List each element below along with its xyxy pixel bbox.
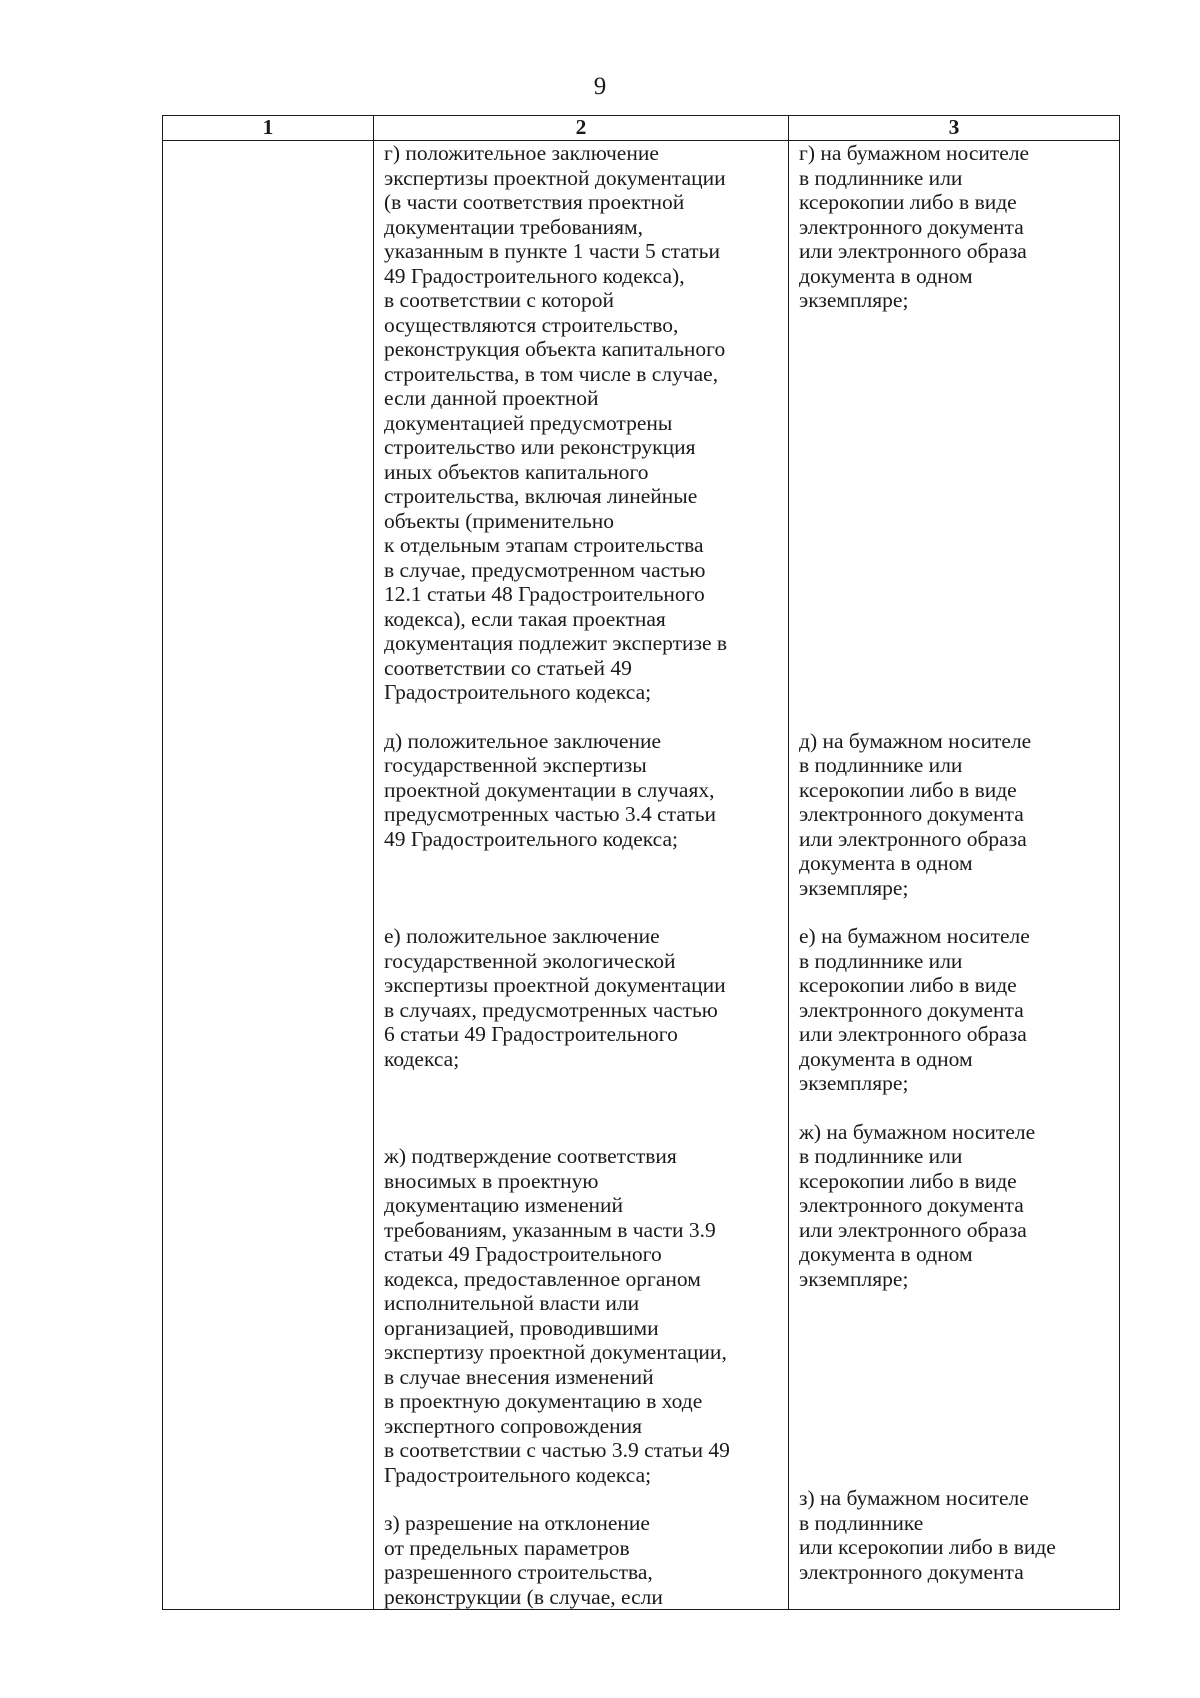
column-2-cell (374, 141, 789, 1610)
document-item-zh: ж) подтверждение соответствия вносимых в проектную документацию изменений требованиям, указанным в части 3.9 статьи 49 Градостроительного кодекса, предоставленное органом исполнительной власти или организацией, проводившими экспертизу проектной документации, в случае внесения изменений в проектную документацию в ходе экспертного сопровождения в соответствии с частью 3.9 статьи 49 Градостроительного кодекса; (384, 1144, 730, 1487)
table-row (163, 141, 1120, 1610)
document-item-d: д) положительное заключение государственной экспертизы проектной документации в случаях, предусмотренных частью 3.4 статьи 49 Градостроительного кодекса; (384, 728, 717, 851)
column-header-2: 2 (374, 116, 789, 141)
submission-form-z: з) на бумажном носителе в подлиннике или ксерокопии либо в виде электронного документа (799, 1486, 1056, 1584)
column-3-cell (789, 141, 1120, 1610)
document-item-e: е) положительное заключение государственной экологической экспертизы проектной документации в случаях, предусмотренных частью 6 статьи 49 Градостроительного кодекса; (384, 924, 726, 1071)
page-number: 9 (593, 73, 607, 100)
column-1-cell (163, 141, 374, 1610)
documents-table (162, 115, 1120, 1610)
submission-form-g: г) на бумажном носителе в подлиннике или ксерокопии либо в виде электронного документа или электронного образа документа в одном экземпляре; (799, 141, 1030, 312)
submission-form-zh: ж) на бумажном носителе в подлиннике или ксерокопии либо в виде электронного документа или электронного образа документа в одном экземпляре; (799, 1119, 1036, 1291)
document-item-g: г) положительное заключение экспертизы проектной документации (в части соответствия проектной документации требованиям, указанным в пункте 1 части 5 статьи 49 Градостроительного кодекса), в соответствии с которой осуществляются строительство, реконструкция объекта капитального строительства, в том числе в случае, если данной проектной документацией предусмотрены строительство или реконструкция иных объектов капитального строительства, включая линейные объекты (применительно к отдельным этапам строительства в случае, предусмотренном частью 12.1 статьи 48 Градостроительного кодекса), если такая проектная документация подлежит экспертизе в соответствии со статьей 49 Градостроительного кодекса; (384, 141, 728, 704)
column-header-1: 1 (163, 116, 374, 141)
table-header-row (163, 116, 1120, 141)
column-header-3: 3 (789, 116, 1120, 141)
document-item-z: з) разрешение на отклонение от предельных параметров разрешенного строительства, реконструкции (в случае, если (384, 1511, 663, 1609)
submission-form-d: д) на бумажном носителе в подлиннике или ксерокопии либо в виде электронного документа или электронного образа документа в одном экземпляре; (799, 728, 1032, 900)
submission-form-e: е) на бумажном носителе в подлиннике или ксерокопии либо в виде электронного документа или электронного образа документа в одном экземпляре; (799, 924, 1030, 1095)
